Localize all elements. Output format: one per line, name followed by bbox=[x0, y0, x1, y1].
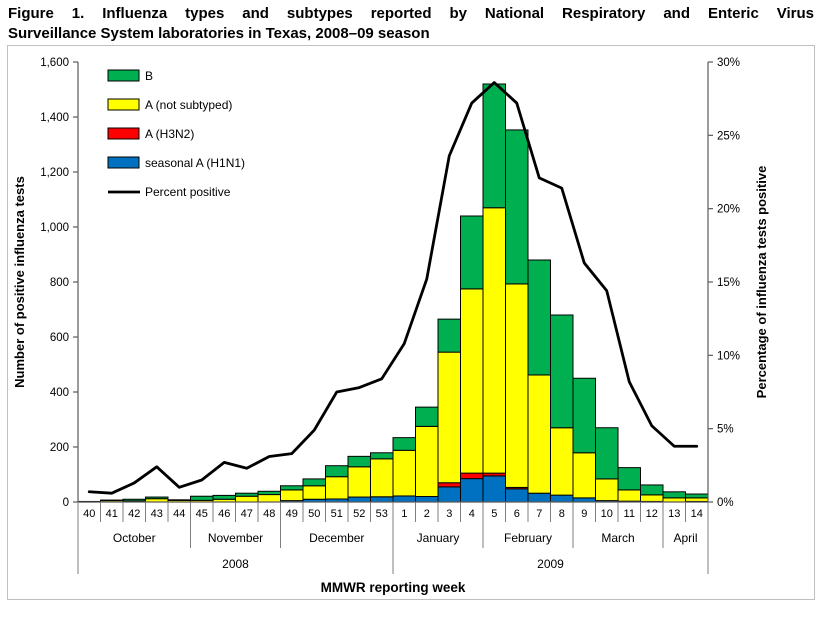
left-axis-tick-label: 1,600 bbox=[40, 57, 69, 69]
left-axis-title: Number of positive influenza tests bbox=[12, 176, 27, 388]
legend-swatch bbox=[108, 157, 139, 168]
week-label: 7 bbox=[536, 508, 543, 520]
right-axis-tick-label: 20% bbox=[717, 203, 741, 216]
legend-swatch bbox=[108, 70, 139, 81]
figure-title bbox=[8, 4, 814, 43]
week-label: 45 bbox=[195, 508, 208, 520]
bar-segment-A-not-subtyped- bbox=[281, 490, 304, 501]
week-label: 6 bbox=[513, 508, 520, 520]
bar-segment-B bbox=[573, 378, 596, 453]
week-label: 40 bbox=[83, 508, 96, 520]
week-label: 2 bbox=[423, 508, 430, 520]
bar-segment-B bbox=[168, 500, 191, 501]
legend-label: Percent positive bbox=[145, 185, 231, 199]
bar-segment-B bbox=[641, 485, 664, 495]
bar-segment-seasonal-A-H1N1- bbox=[393, 496, 416, 502]
week-label: 14 bbox=[690, 508, 703, 520]
left-axis-tick-label: 800 bbox=[49, 277, 69, 289]
bar-segment-B bbox=[618, 468, 641, 490]
right-axis-tick-label: 0% bbox=[717, 497, 734, 509]
bar-segment-A-not-subtyped- bbox=[258, 495, 281, 502]
week-label: 8 bbox=[558, 508, 565, 520]
bar-segment-B bbox=[213, 495, 236, 499]
bar-segment-A-not-subtyped- bbox=[483, 208, 506, 473]
month-label: January bbox=[416, 531, 460, 545]
right-axis-tick-label: 5% bbox=[717, 423, 734, 436]
week-label: 43 bbox=[150, 508, 163, 520]
week-label: 49 bbox=[285, 508, 298, 520]
bar-segment-A-not-subtyped- bbox=[596, 479, 619, 501]
bar-segment-B bbox=[596, 428, 619, 479]
figure-title-line1: Figure 1. Influenza types and subtypes reported by National Respiratory and Enteric Virus bbox=[8, 5, 814, 22]
week-label: 4 bbox=[468, 508, 475, 520]
week-label: 41 bbox=[105, 508, 118, 520]
bar-segment-A-H3N2- bbox=[461, 473, 484, 479]
month-label: December bbox=[309, 531, 365, 545]
left-axis-tick-label: 600 bbox=[49, 332, 69, 344]
bar-segment-B bbox=[123, 499, 146, 501]
bar-segment-seasonal-A-H1N1- bbox=[551, 495, 574, 502]
legend-label: A (not subtyped) bbox=[145, 98, 233, 112]
week-label: 52 bbox=[353, 508, 366, 520]
bar-segment-seasonal-A-H1N1- bbox=[438, 487, 461, 502]
legend-swatch bbox=[108, 99, 139, 110]
legend-label: A (H3N2) bbox=[145, 127, 195, 141]
month-label: November bbox=[207, 531, 264, 545]
bar-segment-A-not-subtyped- bbox=[438, 352, 461, 483]
bar-segment-A-not-subtyped- bbox=[236, 496, 259, 502]
week-label: 51 bbox=[330, 508, 343, 520]
right-axis-title: Percentage of influenza tests positive bbox=[754, 165, 769, 399]
week-label: 1 bbox=[401, 508, 408, 520]
bar-segment-B bbox=[348, 456, 371, 466]
week-label: 5 bbox=[491, 508, 498, 520]
bar-segment-B bbox=[146, 497, 169, 499]
week-label: 47 bbox=[240, 508, 253, 520]
bar-segment-B bbox=[438, 319, 461, 352]
bar-segment-A-not-subtyped- bbox=[618, 490, 641, 501]
bar-segment-B bbox=[528, 260, 551, 375]
right-axis-tick-label: 25% bbox=[717, 130, 741, 143]
bar-segment-B bbox=[281, 486, 304, 490]
bar-segment-A-not-subtyped- bbox=[393, 450, 416, 496]
legend-label: B bbox=[145, 69, 154, 83]
week-label: 9 bbox=[581, 508, 588, 520]
bar-segment-A-not-subtyped- bbox=[461, 289, 484, 473]
bar-segment-B bbox=[663, 492, 686, 498]
right-axis-tick-label: 15% bbox=[717, 277, 741, 289]
month-label: October bbox=[112, 531, 156, 545]
week-label: 48 bbox=[263, 508, 276, 520]
legend-label: seasonal A (H1N1) bbox=[145, 156, 246, 170]
month-label: April bbox=[673, 531, 698, 545]
week-label: 3 bbox=[446, 508, 453, 520]
year-label: 2009 bbox=[537, 557, 564, 571]
bar-segment-A-not-subtyped- bbox=[663, 498, 686, 502]
figure-title-line2: Surveillance System laboratories in Texas, 2008–09 season bbox=[8, 24, 430, 42]
bar-segment-B bbox=[393, 438, 416, 451]
bar-segment-B bbox=[326, 466, 349, 477]
week-label: 44 bbox=[173, 508, 186, 520]
bar-segment-B bbox=[236, 493, 259, 496]
month-label: March bbox=[601, 531, 635, 545]
left-axis-tick-label: 400 bbox=[49, 387, 69, 399]
left-axis-tick-label: 0 bbox=[62, 497, 69, 509]
bar-segment-seasonal-A-H1N1- bbox=[573, 498, 596, 502]
bar-segment-A-not-subtyped- bbox=[641, 495, 664, 502]
x-axis-title: MMWR reporting week bbox=[320, 580, 466, 595]
bar-segment-A-not-subtyped- bbox=[551, 428, 574, 495]
bar-segment-A-not-subtyped- bbox=[348, 467, 371, 497]
left-axis-tick-label: 1,000 bbox=[40, 222, 69, 234]
bar-segment-seasonal-A-H1N1- bbox=[416, 497, 439, 503]
week-label: 10 bbox=[600, 508, 613, 520]
bar-segment-A-H3N2- bbox=[438, 483, 461, 487]
week-label: 13 bbox=[668, 508, 681, 520]
right-axis-tick-label: 30% bbox=[717, 57, 741, 69]
bar-segment-B bbox=[191, 496, 214, 500]
right-axis-tick-label: 10% bbox=[717, 350, 741, 363]
left-axis-tick-label: 1,200 bbox=[40, 167, 69, 179]
left-axis-tick-label: 1,400 bbox=[40, 112, 69, 124]
chart-frame bbox=[7, 45, 815, 600]
bar-segment-B bbox=[371, 453, 394, 459]
week-label: 12 bbox=[645, 508, 658, 520]
bar-segment-A-not-subtyped- bbox=[573, 453, 596, 498]
bar-segment-B bbox=[483, 84, 506, 208]
bar-segment-B bbox=[416, 407, 439, 426]
year-label: 2008 bbox=[222, 557, 249, 571]
bar-segment-B bbox=[303, 479, 326, 486]
week-label: 46 bbox=[218, 508, 231, 520]
influenza-chart bbox=[8, 46, 812, 597]
bar-segment-A-not-subtyped- bbox=[326, 477, 349, 499]
left-axis-tick-label: 200 bbox=[49, 442, 69, 454]
bar-segment-seasonal-A-H1N1- bbox=[483, 476, 506, 502]
bar-segment-A-not-subtyped- bbox=[371, 459, 394, 497]
bar-segment-B bbox=[506, 130, 529, 284]
bar-segment-B bbox=[551, 315, 574, 428]
bar-segment-A-not-subtyped- bbox=[506, 284, 529, 488]
week-label: 53 bbox=[375, 508, 388, 520]
week-label: 42 bbox=[128, 508, 141, 520]
bar-segment-B bbox=[258, 491, 281, 494]
bar-segment-B bbox=[461, 216, 484, 289]
bar-segment-seasonal-A-H1N1- bbox=[371, 497, 394, 502]
bar-segment-seasonal-A-H1N1- bbox=[506, 489, 529, 502]
week-label: 50 bbox=[308, 508, 321, 520]
bar-segment-B bbox=[101, 500, 124, 501]
bar-segment-B bbox=[686, 494, 709, 498]
bar-segment-seasonal-A-H1N1- bbox=[528, 493, 551, 502]
week-label: 11 bbox=[623, 508, 635, 520]
bar-segment-seasonal-A-H1N1- bbox=[348, 497, 371, 502]
legend-swatch bbox=[108, 128, 139, 139]
bar-segment-A-not-subtyped- bbox=[303, 486, 326, 499]
bar-segment-A-not-subtyped- bbox=[686, 498, 709, 502]
bar-segment-A-not-subtyped- bbox=[528, 375, 551, 493]
month-label: February bbox=[503, 531, 553, 545]
bar-segment-seasonal-A-H1N1- bbox=[461, 479, 484, 502]
bar-segment-A-not-subtyped- bbox=[416, 426, 439, 496]
